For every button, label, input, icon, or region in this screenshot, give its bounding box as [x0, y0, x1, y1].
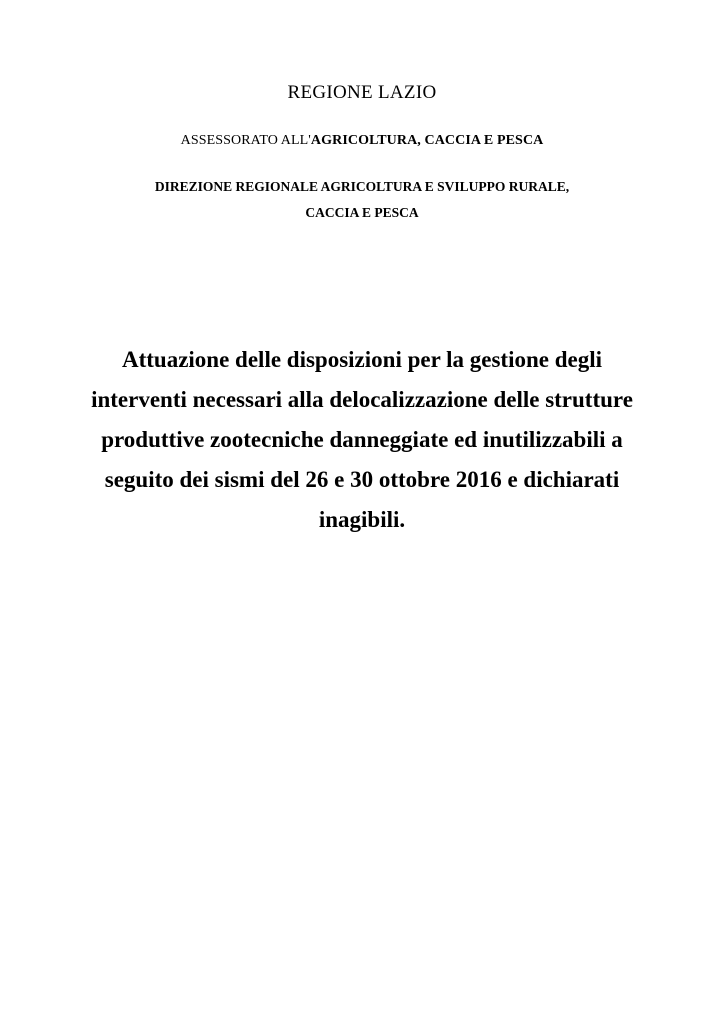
title-line-1: Attuazione delle disposizioni per la gestione degli — [121, 347, 603, 372]
assessorato-line — [0, 133, 724, 149]
title-line-4: seguito dei sismi del 26 e 30 ottobre 2016 e dichiarati — [104, 467, 620, 492]
direzione-line-2: CACCIA E PESCA — [305, 205, 419, 220]
direzione-block — [0, 174, 724, 226]
document-title — [90, 340, 634, 540]
title-line-3: produttive zootecniche danneggiate ed inutilizzabili a — [101, 427, 623, 452]
assessorato-prefix: ASSESSORATO ALL' — [180, 133, 311, 148]
region-heading: REGIONE LAZIO — [287, 82, 437, 103]
direzione-line-1: DIREZIONE REGIONALE AGRICOLTURA E SVILUPPO RURALE, — [154, 179, 570, 194]
assessorato-department: AGRICOLTURA, CACCIA E PESCA — [310, 133, 544, 148]
title-line-2: interventi necessari alla delocalizzazione delle strutture — [91, 387, 633, 412]
title-line-5: inagibili. — [318, 507, 406, 532]
